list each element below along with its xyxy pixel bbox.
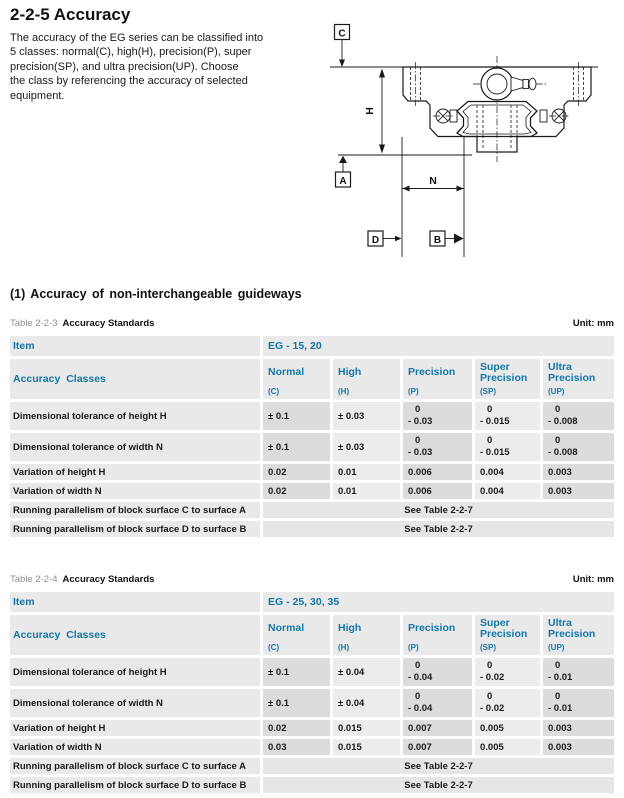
item-value: EG - 15, 20 [263,336,614,356]
span-value-cell: See Table 2-2-7 [263,521,614,537]
tolerance-lower: - 0.03 [408,416,433,427]
section-heading: (1) Accuracy of non-interchangeable guideways [10,287,302,301]
value-cell: 0.003 [543,739,614,755]
value-cell [543,658,614,686]
column-code: (H) [338,387,350,396]
column-name: Ultra Precision [548,616,596,640]
table-item-row [10,336,614,356]
column-code: (UP) [548,387,565,396]
value-cell [475,402,540,430]
row-label: Variation of height H [10,720,260,736]
column-header [263,615,330,655]
tolerance-upper: 0 [415,660,421,671]
value-cell: 0.004 [475,464,540,480]
table-data-row [10,483,614,499]
value-cell: 0.02 [263,720,330,736]
item-value: EG - 25, 30, 35 [263,592,614,612]
value-cell: ± 0.03 [333,433,400,461]
value-cell [543,689,614,717]
column-name: Ultra Precision [548,360,596,384]
column-code: (P) [408,643,419,652]
value-cell: ± 0.1 [263,433,330,461]
tolerance-lower: - 0.008 [548,447,578,458]
column-code: (SP) [480,387,496,396]
column-header [263,359,330,399]
intro-line: the class by referencing the accuracy of selected [10,75,248,88]
table-caption-title: Accuracy Standards [62,574,155,585]
table-data-row [10,464,614,480]
column-header [475,359,540,399]
row-label: Dimensional tolerance of width N [10,689,260,717]
value-cell [543,402,614,430]
table-2-2-4-block [10,572,614,796]
table-caption-title: Accuracy Standards [62,318,155,329]
value-cell: 0.003 [543,720,614,736]
value-cell: ± 0.04 [333,689,400,717]
datum-b-label: B [433,235,442,246]
column-header [543,615,614,655]
table-span-row [10,521,614,537]
column-name: Normal [268,622,305,635]
row-label: Dimensional tolerance of width N [10,433,260,461]
value-cell [475,689,540,717]
table-data-row [10,402,614,430]
column-code: (H) [338,643,350,652]
datum-c-callout [335,25,350,68]
tolerance-lower: - 0.015 [480,447,510,458]
intro-line: precision(SP), and ultra precision(UP). Choose [10,60,239,73]
accuracy-table [10,336,614,537]
tolerance-upper: 0 [487,404,493,415]
row-label: Variation of width N [10,739,260,755]
column-name: Super Precision [480,616,528,640]
column-code: (UP) [548,643,565,652]
tolerance-upper: 0 [555,435,561,446]
value-cell [475,658,540,686]
value-cell: 0.02 [263,483,330,499]
tolerance-upper: 0 [487,660,493,671]
tolerance-lower: - 0.02 [480,672,505,683]
column-code: (C) [268,643,280,652]
column-code: (SP) [480,643,496,652]
tolerance-lower: - 0.015 [480,416,510,427]
value-cell [403,433,472,461]
intro-paragraph [10,31,316,103]
value-cell [543,433,614,461]
table-caption-prefix: Table 2-2-3 [10,318,58,329]
column-name: High [338,366,362,379]
column-name: High [338,622,362,635]
column-header [333,359,400,399]
table-2-2-3-block [10,316,614,540]
value-cell [403,689,472,717]
tolerance-lower: - 0.04 [408,703,433,714]
column-name: Super Precision [480,360,528,384]
table-caption [10,316,614,332]
unit-label: Unit: mm [572,574,614,585]
value-cell: 0.007 [403,739,472,755]
column-header [403,615,472,655]
value-cell: 0.015 [333,720,400,736]
table-caption-prefix: Table 2-2-4 [10,574,58,585]
table-span-row [10,758,614,774]
column-header [543,359,614,399]
accuracy-classes-label: Accuracy Classes [10,359,260,399]
table-data-row [10,689,614,717]
tolerance-upper: 0 [555,691,561,702]
table-data-row [10,433,614,461]
table-item-row [10,592,614,612]
column-name: Precision [408,622,456,635]
datum-b-callout [430,231,464,246]
row-label: Running parallelism of block surface C to surface A [10,502,260,518]
table-data-row [10,739,614,755]
dimension-n-label: N [429,175,437,187]
datum-c-label: C [338,28,346,40]
span-value-cell: See Table 2-2-7 [263,502,614,518]
table-span-row [10,777,614,793]
value-cell: 0.006 [403,464,472,480]
accuracy-table [10,592,614,793]
h-dimension [364,69,385,154]
accuracy-dimension-diagram [310,0,624,270]
column-header [333,615,400,655]
tolerance-lower: - 0.008 [548,416,578,427]
column-header [403,359,472,399]
value-cell [403,658,472,686]
value-cell: ± 0.03 [333,402,400,430]
datum-a-label: A [339,176,347,187]
table-data-row [10,720,614,736]
value-cell: 0.005 [475,739,540,755]
table-data-row [10,658,614,686]
datum-d-callout [368,231,402,246]
datum-d-label: D [371,235,380,246]
row-label: Dimensional tolerance of height H [10,658,260,686]
span-value-cell: See Table 2-2-7 [263,758,614,774]
accuracy-classes-label: Accuracy Classes [10,615,260,655]
table-caption [10,572,614,588]
tolerance-upper: 0 [415,435,421,446]
value-cell: 0.004 [475,483,540,499]
value-cell: ± 0.04 [333,658,400,686]
value-cell: ± 0.1 [263,402,330,430]
item-label: Item [10,592,260,612]
table-header-row [10,359,614,399]
column-code: (P) [408,387,419,396]
value-cell: 0.03 [263,739,330,755]
row-label: Running parallelism of block surface C to surface A [10,758,260,774]
row-label: Variation of height H [10,464,260,480]
row-label: Running parallelism of block surface D to surface B [10,521,260,537]
column-code: (C) [268,387,280,396]
intro-line: The accuracy of the EG series can be classified into [10,32,264,44]
intro-line: 5 classes: normal(C), high(H), precision(P), super [10,46,252,59]
tolerance-upper: 0 [415,691,421,702]
column-header [475,615,540,655]
value-cell [403,402,472,430]
intro-line: equipment. [10,89,65,102]
value-cell [475,433,540,461]
tolerance-upper: 0 [487,691,493,702]
column-name: Normal [268,366,305,379]
row-label: Variation of width N [10,483,260,499]
value-cell: 0.015 [333,739,400,755]
tolerance-lower: - 0.03 [408,447,433,458]
value-cell: ± 0.1 [263,658,330,686]
row-label: Dimensional tolerance of height H [10,402,260,430]
table-header-row [10,615,614,655]
value-cell: 0.007 [403,720,472,736]
value-cell: 0.01 [333,483,400,499]
tolerance-lower: - 0.02 [480,703,505,714]
tolerance-upper: 0 [415,404,421,415]
value-cell: 0.006 [403,483,472,499]
tolerance-upper: 0 [487,435,493,446]
column-name: Precision [408,366,456,379]
datum-a-callout [336,156,351,187]
tolerance-lower: - 0.01 [548,672,573,683]
table-span-row [10,502,614,518]
dimension-h-label: H [364,107,376,115]
value-cell: ± 0.1 [263,689,330,717]
page-title: 2-2-5 Accuracy [10,5,131,24]
tolerance-lower: - 0.01 [548,703,573,714]
value-cell: 0.01 [333,464,400,480]
tolerance-upper: 0 [555,660,561,671]
unit-label: Unit: mm [572,318,614,329]
n-dimension [402,175,464,192]
span-value-cell: See Table 2-2-7 [263,777,614,793]
value-cell: 0.003 [543,483,614,499]
tolerance-lower: - 0.04 [408,672,433,683]
item-label: Item [10,336,260,356]
row-label: Running parallelism of block surface D to surface B [10,777,260,793]
value-cell: 0.003 [543,464,614,480]
tolerance-upper: 0 [555,404,561,415]
value-cell: 0.005 [475,720,540,736]
value-cell: 0.02 [263,464,330,480]
